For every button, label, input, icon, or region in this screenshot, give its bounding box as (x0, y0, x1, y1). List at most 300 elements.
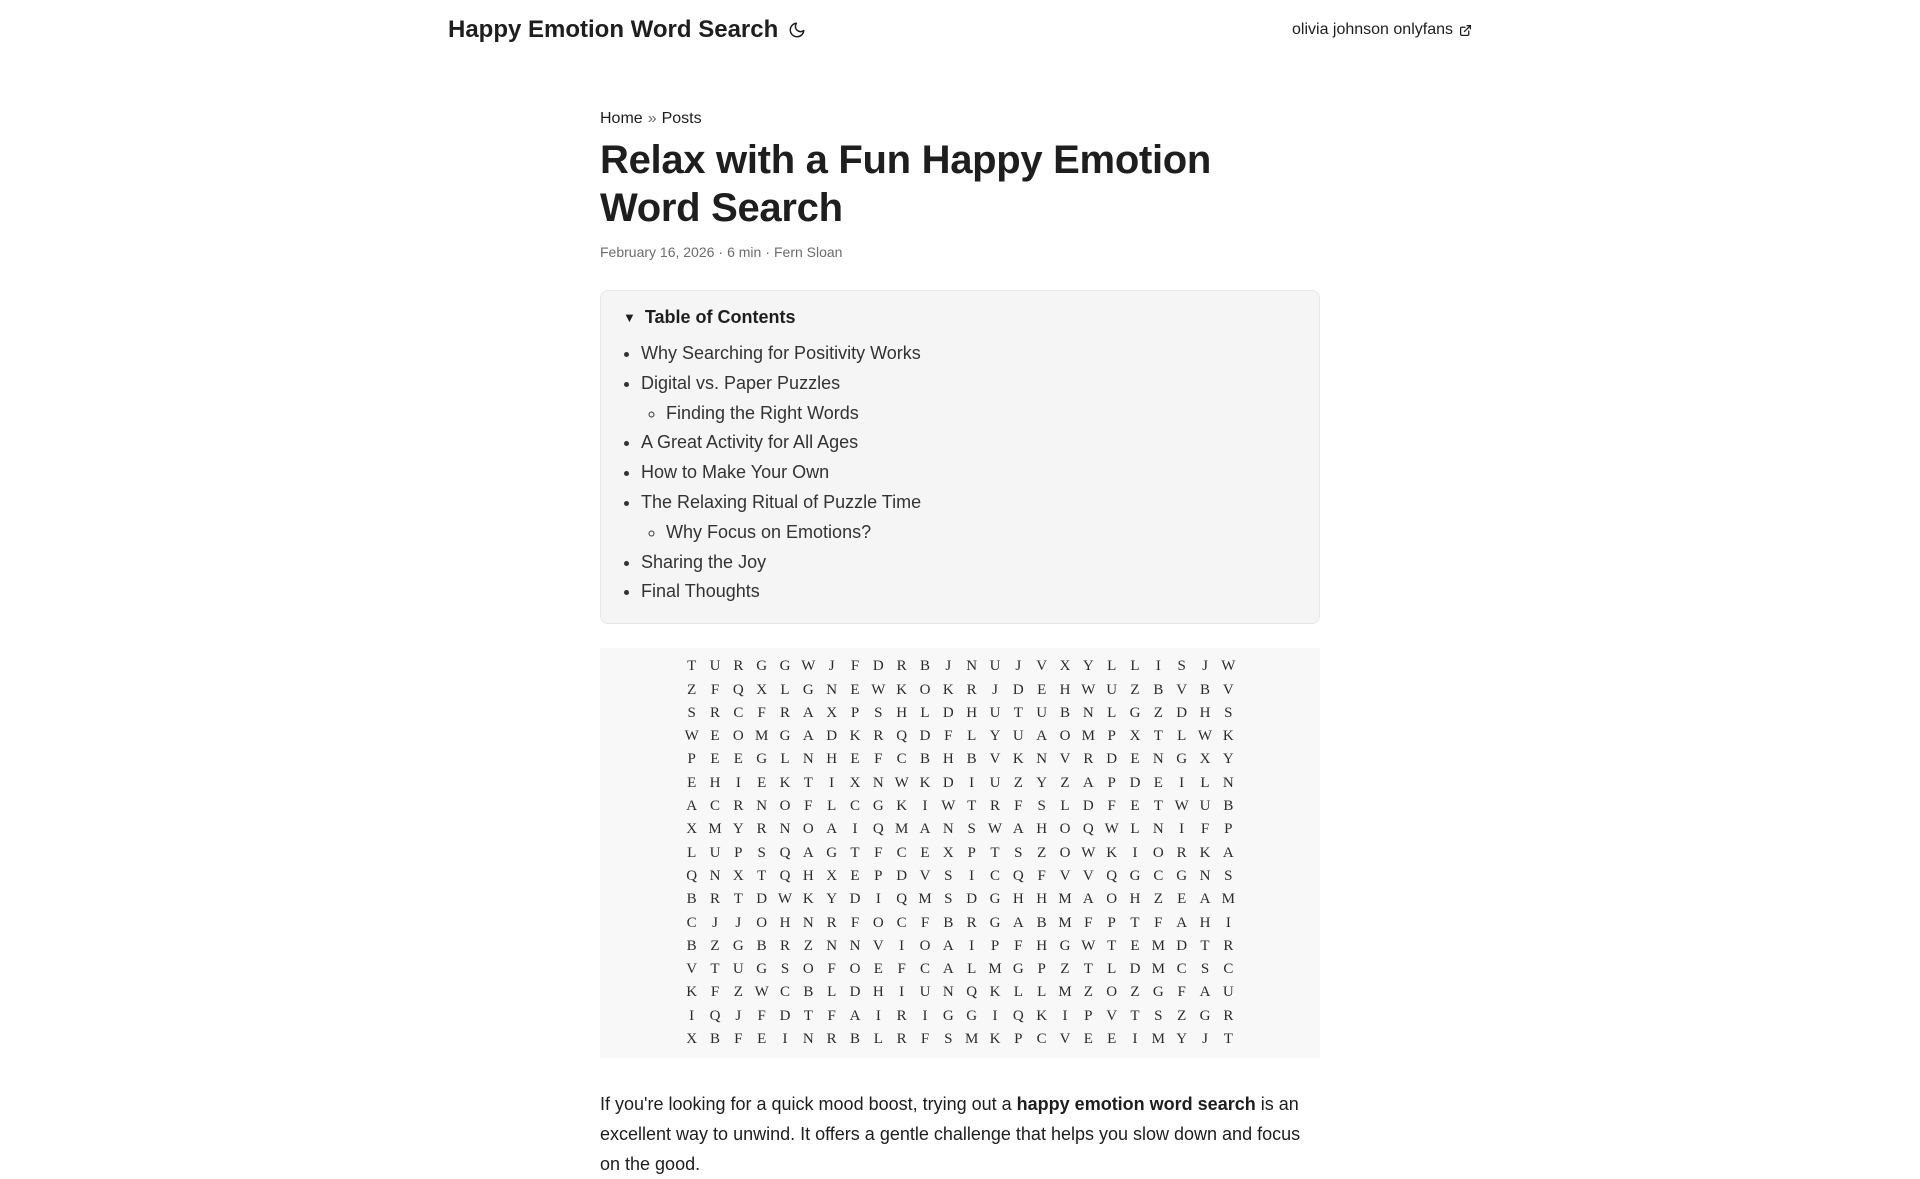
grid-letter: H (1199, 704, 1211, 721)
grid-letter: B (849, 1031, 860, 1048)
grid-letter: K (1222, 728, 1234, 745)
grid-letter: H (709, 774, 721, 791)
grid-letter: C (1223, 961, 1234, 978)
grid-letter: C (1176, 961, 1187, 978)
grid-letter: K (1036, 1007, 1048, 1024)
grid-letter: S (757, 844, 766, 861)
grid-letter: C (733, 704, 744, 721)
grid-letter: T (1153, 798, 1163, 815)
grid-letter: E (1177, 891, 1187, 908)
grid-letter: D (942, 774, 954, 791)
grid-letter: C (779, 984, 790, 1001)
grid-letter: J (735, 914, 742, 931)
toc-link[interactable]: Sharing the Joy (641, 551, 767, 572)
grid-letter: T (850, 844, 860, 861)
grid-letter: E (1130, 798, 1140, 815)
grid-letter: Q (1106, 867, 1118, 884)
grid-letter: I (875, 1007, 881, 1024)
grid-letter: G (779, 728, 791, 745)
grid-letter: M (964, 1031, 979, 1048)
grid-letter: G (1059, 937, 1071, 954)
grid-letter: A (802, 704, 814, 721)
toc-list (611, 334, 1309, 619)
grid-letter: O (849, 961, 861, 978)
grid-letter: P (1107, 774, 1116, 791)
grid-letter: E (757, 774, 767, 791)
toc-link[interactable]: Why Focus on Emotions? (666, 521, 872, 542)
grid-letter: S (780, 961, 790, 978)
grid-letter: U (709, 658, 721, 675)
intro-paragraph (600, 1090, 1320, 1179)
grid-letter: O (919, 681, 931, 698)
grid-letter: G (1129, 867, 1141, 884)
grid-letter: I (1155, 658, 1161, 675)
grid-letter: K (896, 681, 908, 698)
grid-letter: W (987, 821, 1003, 838)
grid-letter: G (1176, 867, 1188, 884)
grid-letter: M (988, 961, 1002, 978)
toc-link[interactable]: How to Make Your Own (641, 462, 830, 483)
grid-letter: F (1107, 798, 1116, 815)
grid-letter: F (1154, 914, 1163, 931)
grid-letter: M (754, 728, 769, 745)
grid-letter: B (966, 751, 977, 768)
grid-letter: W (684, 728, 699, 745)
grid-letter: F (734, 1031, 743, 1048)
grid-letter: K (686, 984, 698, 1001)
grid-letter: Y (732, 821, 744, 838)
grid-letter: R (1083, 751, 1094, 768)
grid-letter: Z (1037, 844, 1047, 861)
grid-letter: D (826, 728, 838, 745)
grid-letter: N (872, 774, 884, 791)
grid-letter: O (919, 937, 931, 954)
grid-letter: U (732, 961, 744, 978)
grid-letter: X (826, 704, 838, 721)
grid-letter: G (756, 751, 768, 768)
grid-letter: F (1200, 821, 1210, 838)
grid-letter: N (1082, 704, 1094, 721)
grid-letter: Z (733, 984, 743, 1001)
grid-letter: G (1012, 961, 1024, 978)
grid-letter: J (992, 681, 998, 698)
grid-letter: H (802, 867, 814, 884)
grid-letter: S (1224, 704, 1233, 721)
grid-letter: I (735, 774, 741, 791)
grid-letter: Q (896, 728, 908, 745)
grid-letter: B (1199, 681, 1210, 698)
grid-letter: K (849, 728, 861, 745)
grid-letter: G (1199, 1007, 1211, 1024)
grid-letter: P (1014, 1031, 1023, 1048)
grid-letter: S (1014, 844, 1023, 861)
grid-letter: N (1222, 774, 1234, 791)
grid-letter: W (1081, 681, 1096, 698)
grid-letter: Y (1222, 751, 1234, 768)
grid-letter: F (1084, 914, 1093, 931)
grid-letter: A (1199, 891, 1211, 908)
grid-letter: L (827, 798, 837, 815)
grid-letter: E (757, 1031, 767, 1048)
grid-letter: X (686, 821, 698, 838)
grid-letter: J (828, 658, 835, 675)
grid-letter: I (1179, 821, 1185, 838)
breadcrumb (600, 110, 1320, 128)
grid-letter: G (802, 681, 814, 698)
toc-item (666, 399, 1309, 428)
grid-letter: P (967, 844, 976, 861)
grid-letter: R (989, 798, 1000, 815)
grid-letter: P (1107, 914, 1116, 931)
toc-link[interactable]: Why Searching for Positivity Works (641, 343, 921, 363)
grid-letter: T (733, 891, 743, 908)
grid-letter: Z (1060, 774, 1070, 791)
grid-letter: K (802, 891, 814, 908)
grid-letter: V (1176, 681, 1188, 698)
grid-letter: O (1059, 728, 1071, 745)
toc-title: Table of Contents (644, 307, 796, 327)
grid-letter: R (779, 704, 790, 721)
grid-letter: A (919, 821, 931, 838)
grid-letter: R (966, 681, 977, 698)
grid-letter: W (894, 774, 909, 791)
grid-letter: D (919, 728, 931, 745)
grid-letter: F (1014, 937, 1023, 954)
grid-letter: B (919, 658, 930, 675)
toc-item (641, 369, 1309, 428)
grid-letter: G (826, 844, 838, 861)
grid-letter: E (1083, 1031, 1093, 1048)
grid-letter: A (1012, 914, 1024, 931)
grid-letter: I (922, 1007, 928, 1024)
grid-letter: H (1059, 681, 1071, 698)
grid-letter: E (1153, 774, 1163, 791)
site-header (0, 0, 1920, 60)
grid-letter: M (1151, 937, 1165, 954)
grid-letter: B (919, 751, 930, 768)
toc-link[interactable]: Final Thoughts (641, 581, 760, 602)
grid-letter: N (756, 798, 768, 815)
grid-letter: M (1151, 1031, 1165, 1048)
grid-letter: A (1036, 728, 1048, 745)
grid-letter: N (802, 914, 814, 931)
theme-toggle-button[interactable] (788, 21, 806, 39)
grid-letter: R (779, 937, 790, 954)
grid-letter: P (850, 704, 860, 721)
grid-letter: R (709, 891, 720, 908)
grid-letter: F (757, 704, 766, 721)
word-search-image (600, 648, 1320, 1058)
grid-letter: L (967, 961, 977, 978)
breadcrumb-home-link[interactable]: Home (600, 110, 643, 127)
grid-letter: K (896, 798, 908, 815)
grid-letter: A (1012, 821, 1024, 838)
grid-letter: S (1200, 961, 1210, 978)
grid-letter: O (1059, 821, 1071, 838)
meta-separator: · (765, 244, 770, 260)
moon-icon (788, 21, 806, 39)
grid-letter: V (1222, 681, 1234, 698)
grid-letter: F (804, 798, 813, 815)
grid-letter: W (1081, 844, 1096, 861)
nav-external-link[interactable] (1292, 21, 1472, 39)
grid-letter: Z (710, 937, 720, 954)
grid-letter: U (1012, 728, 1024, 745)
grid-letter: Z (1177, 1007, 1187, 1024)
grid-letter: I (1132, 1031, 1138, 1048)
grid-letter: B (1059, 704, 1070, 721)
toc-item (641, 577, 1309, 606)
toc-link[interactable]: Digital vs. Paper Puzzles (641, 372, 841, 393)
grid-letter: A (1082, 774, 1094, 791)
grid-letter: Q (779, 867, 791, 884)
grid-letter: O (872, 914, 884, 931)
grid-letter: E (710, 728, 720, 745)
grid-letter: U (989, 704, 1001, 721)
grid-letter: B (686, 937, 697, 954)
grid-letter: M (894, 821, 909, 838)
grid-letter: C (1153, 867, 1164, 884)
collapse-triangle-icon: ▼ (623, 310, 636, 325)
intro-text-before: If you're looking for a quick mood boost, trying out a (600, 1094, 1017, 1115)
grid-letter: F (710, 681, 720, 698)
grid-letter: A (1222, 844, 1234, 861)
table-of-contents (600, 290, 1320, 624)
grid-letter: T (803, 774, 813, 791)
toc-link[interactable]: Finding the Right Words (666, 402, 859, 423)
grid-letter: E (850, 681, 860, 698)
intro-keyword-bold: happy emotion word search (1016, 1094, 1256, 1115)
grid-letter: M (708, 821, 722, 838)
grid-letter: D (1129, 774, 1141, 791)
grid-letter: T (1130, 914, 1140, 931)
grid-letter: R (1176, 844, 1187, 861)
grid-letter: F (920, 914, 930, 931)
grid-letter: N (802, 751, 814, 768)
grid-letter: R (896, 1007, 907, 1024)
grid-letter: V (872, 937, 884, 954)
grid-letter: M (1058, 891, 1072, 908)
grid-letter: I (899, 984, 905, 1001)
grid-letter: P (734, 844, 743, 861)
grid-letter: U (989, 774, 1001, 791)
grid-letter: R (1223, 937, 1234, 954)
grid-letter: I (1062, 1007, 1068, 1024)
grid-letter: Q (1012, 1007, 1024, 1024)
grid-letter: H (872, 984, 884, 1001)
grid-letter: N (826, 937, 838, 954)
grid-letter: W (1174, 798, 1189, 815)
grid-letter: G (966, 1007, 978, 1024)
toc-summary[interactable] (611, 297, 1309, 334)
grid-letter: V (1059, 1031, 1071, 1048)
grid-letter: R (826, 914, 837, 931)
grid-letter: N (709, 867, 721, 884)
grid-letter: W (801, 658, 816, 675)
grid-letter: L (1177, 728, 1187, 745)
grid-letter: Z (803, 937, 813, 954)
grid-letter: I (969, 867, 975, 884)
grid-letter: W (871, 681, 886, 698)
grid-letter: R (709, 704, 720, 721)
grid-letter: N (802, 1031, 814, 1048)
grid-letter: B (709, 1031, 720, 1048)
grid-letter: W (941, 798, 956, 815)
grid-letter: V (989, 751, 1001, 768)
grid-letter: M (1081, 728, 1095, 745)
grid-letter: F (1037, 867, 1046, 884)
grid-letter: U (1222, 984, 1234, 1001)
grid-letter: N (1152, 821, 1164, 838)
grid-letter: S (967, 821, 976, 838)
grid-letter: I (852, 821, 858, 838)
grid-letter: Z (1060, 961, 1070, 978)
grid-letter: B (803, 984, 814, 1001)
toc-item (641, 428, 1309, 457)
grid-letter: U (1036, 704, 1048, 721)
grid-letter: T (757, 867, 767, 884)
grid-letter: O (732, 728, 744, 745)
grid-letter: C (989, 867, 1000, 884)
grid-letter: R (826, 1031, 837, 1048)
grid-letter: Y (1036, 774, 1048, 791)
grid-letter: B (1036, 914, 1047, 931)
grid-letter: H (1012, 891, 1024, 908)
grid-letter: Y (1176, 1031, 1188, 1048)
grid-letter: L (780, 681, 790, 698)
grid-letter: F (897, 961, 906, 978)
grid-letter: I (689, 1007, 695, 1024)
grid-letter: Z (1153, 704, 1163, 721)
grid-letter: T (1200, 937, 1210, 954)
grid-letter: X (1129, 728, 1141, 745)
grid-letter: B (1153, 681, 1164, 698)
grid-letter: S (874, 704, 883, 721)
grid-letter: I (899, 937, 905, 954)
grid-letter: C (709, 798, 720, 815)
grid-letter: F (827, 961, 836, 978)
grid-letter: R (756, 821, 767, 838)
grid-letter: Z (1013, 774, 1023, 791)
grid-letter: H (779, 914, 791, 931)
post-date: February 16, 2026 (600, 244, 715, 260)
grid-letter: H (942, 751, 954, 768)
grid-letter: V (919, 867, 931, 884)
grid-letter: T (687, 658, 697, 675)
grid-letter: F (850, 658, 860, 675)
grid-letter: G (989, 891, 1001, 908)
grid-letter: M (1058, 984, 1072, 1001)
grid-letter: D (1012, 681, 1024, 698)
grid-letter: R (896, 658, 907, 675)
grid-letter: P (1037, 961, 1046, 978)
grid-letter: Y (989, 728, 1001, 745)
grid-letter: A (942, 961, 954, 978)
grid-letter: Y (826, 891, 838, 908)
grid-letter: G (942, 1007, 954, 1024)
grid-letter: L (1107, 961, 1117, 978)
post-article (600, 110, 1320, 1179)
grid-letter: F (874, 844, 883, 861)
grid-letter: I (1225, 914, 1231, 931)
grid-letter: C (896, 751, 907, 768)
grid-letter: R (966, 914, 977, 931)
grid-letter: U (989, 658, 1001, 675)
toc-item (641, 548, 1309, 577)
grid-letter: P (1107, 728, 1116, 745)
toc-item (641, 339, 1309, 368)
grid-letter: I (922, 798, 928, 815)
grid-letter: H (896, 704, 908, 721)
grid-letter: D (1176, 704, 1188, 721)
grid-letter: E (1037, 681, 1047, 698)
grid-letter: E (1130, 937, 1140, 954)
toc-link[interactable]: The Relaxing Ritual of Puzzle Time (641, 491, 922, 512)
grid-letter: S (1177, 658, 1186, 675)
grid-letter: L (687, 844, 697, 861)
grid-letter: P (687, 751, 696, 768)
grid-letter: A (1199, 984, 1211, 1001)
grid-letter: N (1152, 751, 1164, 768)
grid-letter: O (1059, 844, 1071, 861)
grid-letter: T (803, 1007, 813, 1024)
grid-letter: F (1014, 798, 1023, 815)
grid-letter: D (1129, 961, 1141, 978)
grid-letter: V (1059, 751, 1071, 768)
intro-text-after: is an excellent way to unwind. It offers a gentle challenge that helps you slow down and focus on the good. (600, 1094, 1301, 1174)
grid-letter: L (1060, 798, 1070, 815)
grid-letter: R (733, 658, 744, 675)
grid-letter: K (1012, 751, 1024, 768)
grid-letter: F (827, 1007, 836, 1024)
grid-letter: T (990, 844, 1000, 861)
toc-link[interactable]: A Great Activity for All Ages (641, 432, 859, 453)
grid-letter: R (873, 728, 884, 745)
grid-letter: X (732, 867, 744, 884)
grid-letter: K (989, 1031, 1001, 1048)
grid-letter: Z (1130, 681, 1140, 698)
grid-letter: G (1176, 751, 1188, 768)
grid-letter: H (966, 704, 978, 721)
grid-letter: I (782, 1031, 788, 1048)
post-title: Relax with a Fun Happy Emotion Word Search (600, 138, 1212, 230)
grid-letter: P (1084, 1007, 1093, 1024)
grid-letter: K (1199, 844, 1211, 861)
grid-letter: I (969, 774, 975, 791)
toc-item (641, 458, 1309, 487)
grid-letter: O (802, 961, 814, 978)
nav-bar (448, 0, 1472, 60)
grid-letter: L (1013, 984, 1023, 1001)
grid-letter: L (1130, 658, 1140, 675)
grid-letter: P (990, 937, 1000, 954)
grid-letter: E (1107, 1031, 1117, 1048)
post-author: Fern Sloan (773, 244, 843, 260)
grid-letter: H (1036, 891, 1048, 908)
grid-letter: F (1177, 984, 1186, 1001)
grid-letter: Q (872, 821, 884, 838)
site-title-link[interactable]: Happy Emotion Word Search (448, 16, 779, 43)
grid-letter: O (1152, 844, 1164, 861)
grid-letter: O (802, 821, 814, 838)
grid-letter: W (1081, 937, 1096, 954)
grid-letter: B (686, 891, 697, 908)
grid-letter: A (1176, 914, 1188, 931)
grid-letter: L (873, 1031, 883, 1048)
grid-letter: X (1059, 658, 1071, 675)
grid-letter: U (1199, 798, 1211, 815)
breadcrumb-posts-link[interactable]: Posts (661, 110, 702, 127)
